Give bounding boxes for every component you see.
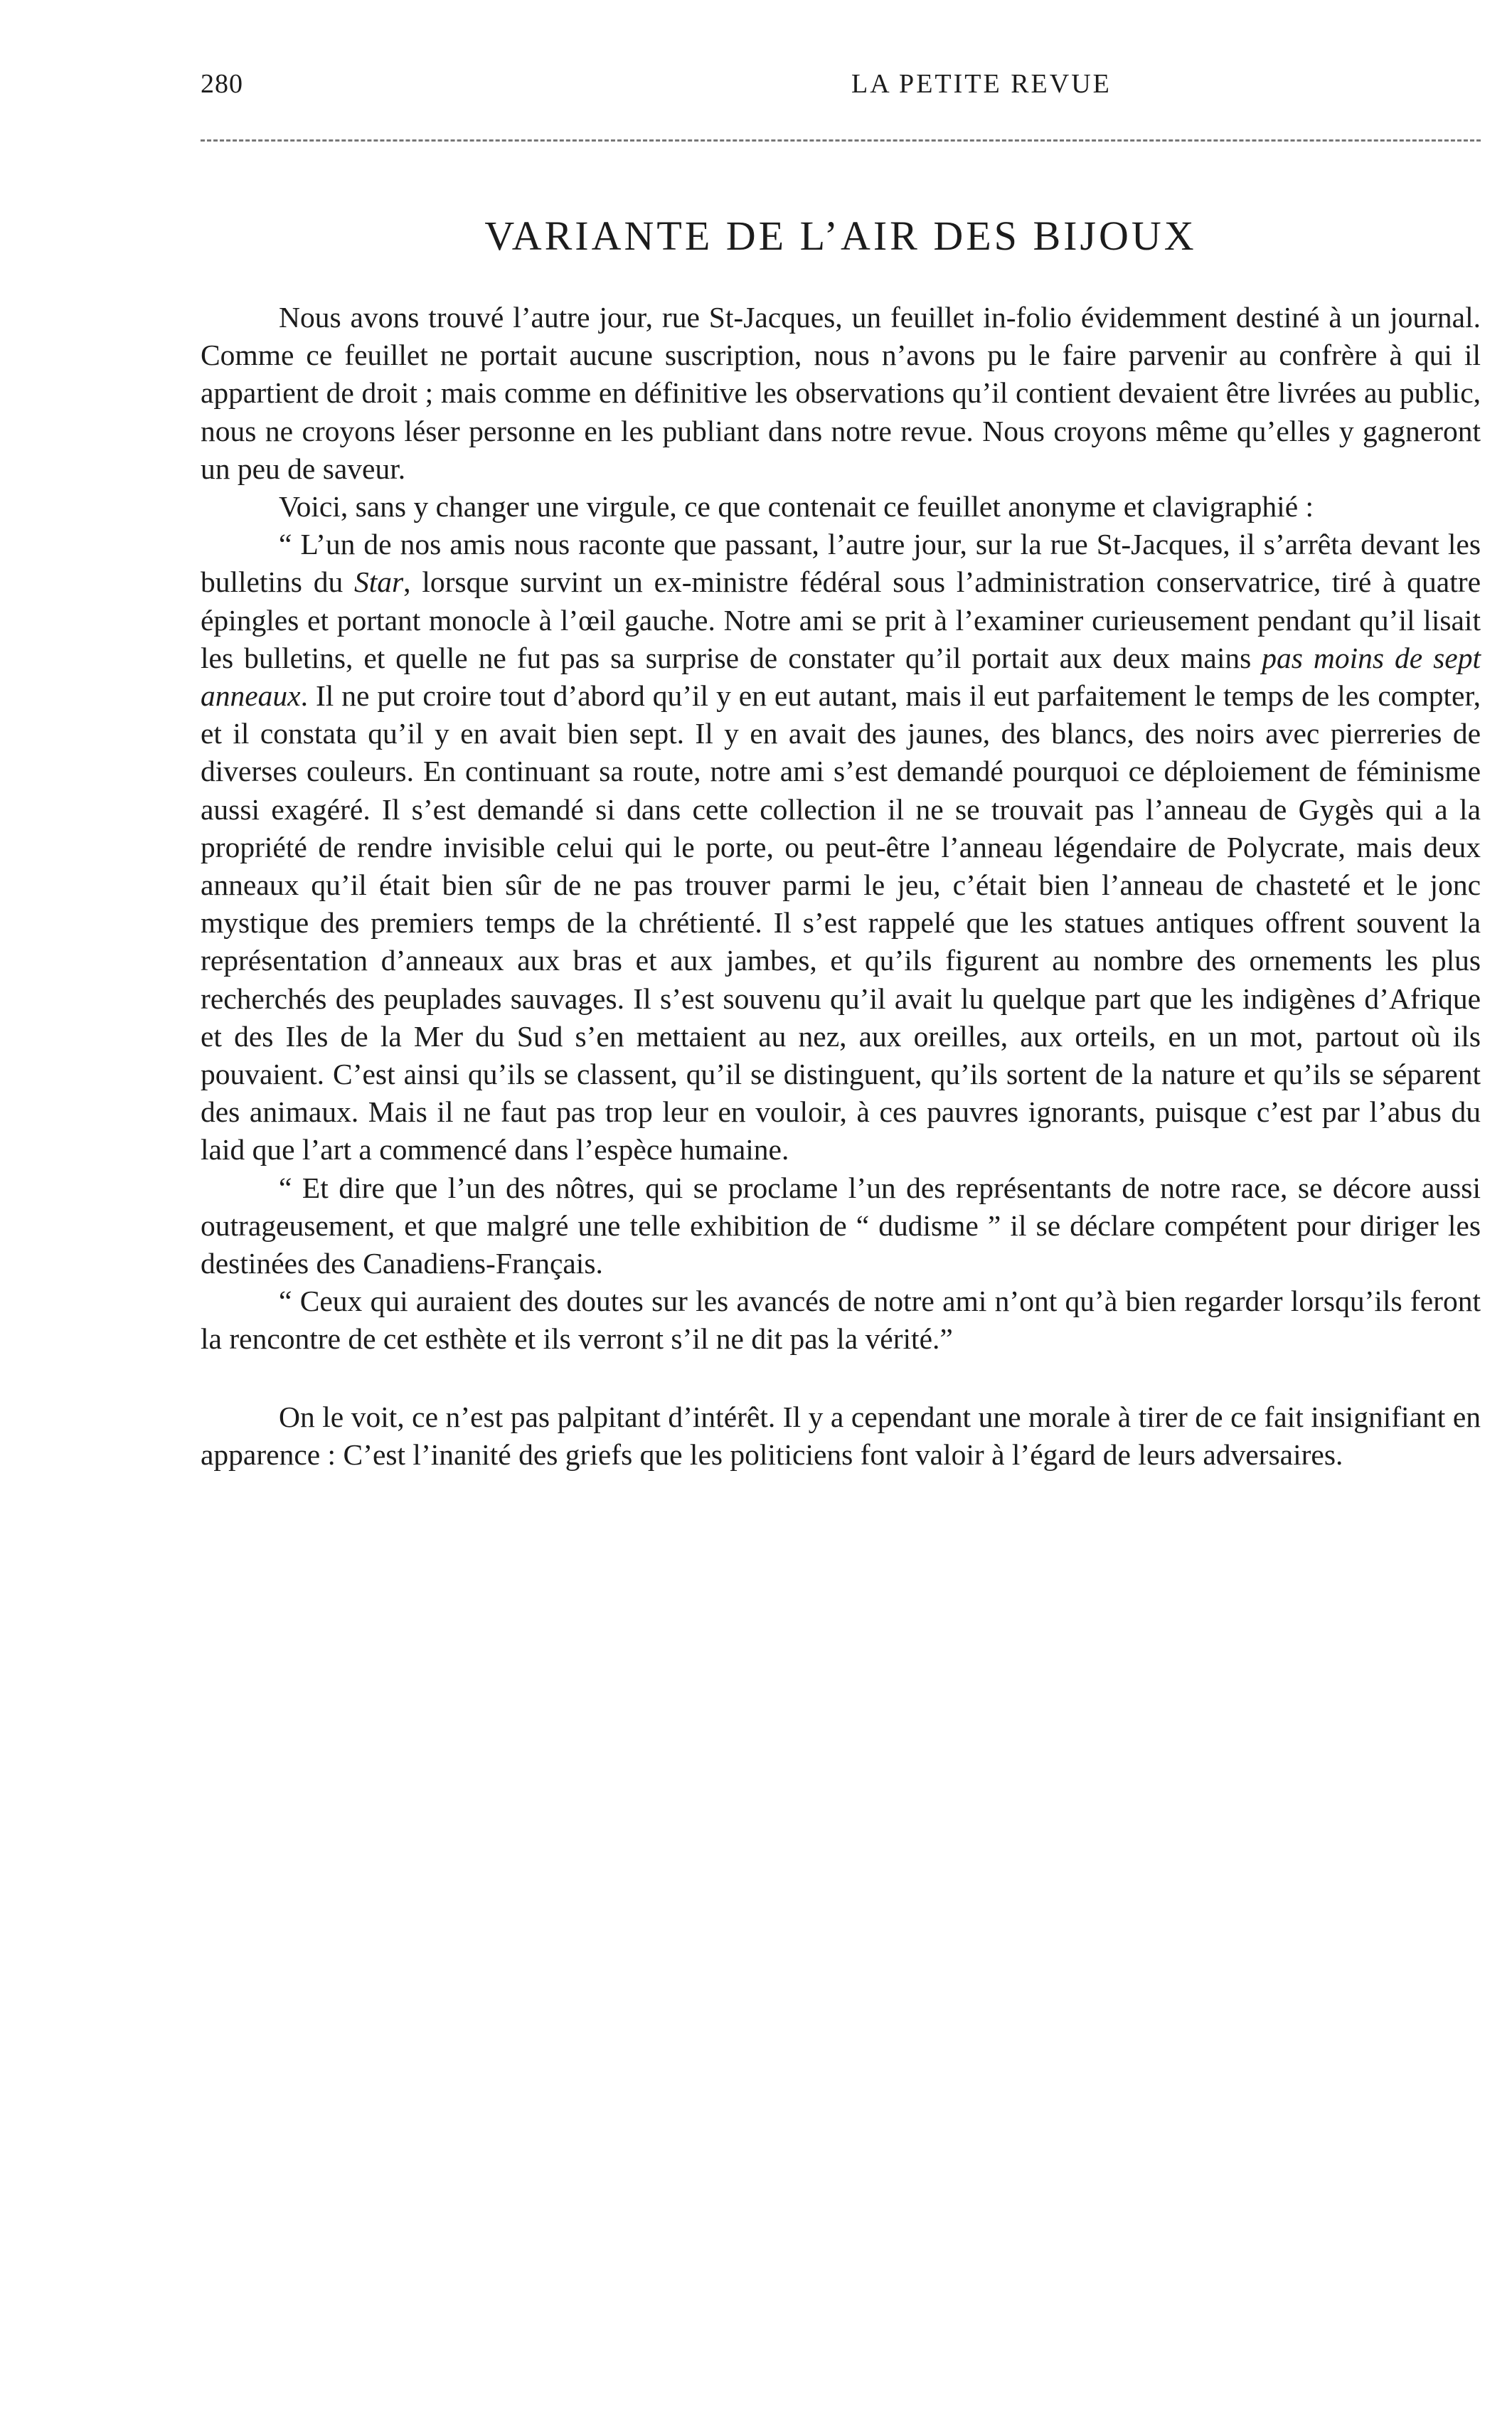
newspaper-name: Star (353, 565, 404, 599)
quote-text-a: “ L’un de nos amis nous raconte que passant, l’autre jour, sur la rue St-Jacques, il s’arrêta devant les bulletins du (201, 528, 1481, 599)
header-rule (201, 139, 1481, 142)
paragraph-transition: Voici, sans y changer une virgule, ce que contenait ce feuillet anonyme et clavigraphié : (279, 490, 1314, 524)
quoted-paragraph-2: “ Et dire que l’un des nôtres, qui se proclame l’un des représentants de notre race, se décore aussi outrageusement, et que malgré une telle exhibition de “ dudisme ” il se déclare compétent pour diriger les destinées des Canadiens-Français. (201, 1171, 1481, 1280)
article-body (201, 299, 1481, 1474)
quote-text-b: , lorsque survint un ex-ministre fédéral sous l’administration conservatrice, tiré à quatre épingles et portant monocle à l’œil gauche. Notre ami se prit à l’examiner curieusement pendant qu’il lisait les bulletins, et quelle ne fut pas sa surprise de constater qu’il portait aux deux mains (201, 565, 1481, 674)
quote-text-c: . Il ne put croire tout d’abord qu’il y en eut autant, mais il eut parfaitement le temps de les compter, et il constata qu’il y en avait bien sept. Il y en avait des jaunes, des blancs, des noirs avec pierreries de diverses couleurs. En continuant sa route, notre ami s’est demandé pourquoi ce déploiement de féminisme aussi exagéré. Il s’est demandé si dans cette collection il ne se trouvait pas l’anneau de Gygès qui a la propriété de rendre invisible celui qui le porte, ou peut-être l’anneau légendaire de Polycrate, mais deux anneaux qu’il était bien sûr de ne pas trouver parmi le jeu, c’était bien l’anneau de chasteté et le jonc mystique des premiers temps de la chrétienté. Il s’est rappelé que les statues antiques offrent souvent la représentation d’anneaux aux bras et aux jambes, et qu’ils figurent au nombre des ornements les plus recherchés des peuplades sauvages. Il s’est souvenu qu’il avait lu quelque part que les indigènes d’Afrique et des Iles de la Mer du Sud s’en mettaient au nez, aux oreilles, aux orteils, en un mot, partout où ils pouvaient. C’est ainsi qu’ils se classent, qu’il se distinguent, qu’ils sortent de la nature et qu’ils se séparent des animaux. Mais il ne faut pas trop leur en vouloir, à ces pauvres ignorants, puisque c’est par l’abus du laid que l’art a commencé dans l’espèce humaine. (201, 679, 1481, 1166)
quoted-paragraph-3: “ Ceux qui auraient des doutes sur les avancés de notre ami n’ont qu’à bien regarder lorsqu’ils feront la rencontre de cet esthète et ils verront s’il ne dit pas la vérité.” (201, 1285, 1481, 1356)
running-title: LA PETITE REVUE (851, 69, 1112, 99)
paragraph-intro: Nous avons trouvé l’autre jour, rue St-Jacques, un feuillet in-folio évidemment destiné à un journal. Comme ce feuillet ne portait aucune suscription, nous n’avons pu le faire parvenir au confrère à qui il appartient de droit ; mais comme en définitive les observations qu’il contient devaient être livrées au public, nous ne croyons léser personne en les publiant dans notre revue. Nous croyons même qu’elles y gagneront un peu de saveur. (201, 301, 1481, 485)
paragraph-closing: On le voit, ce n’est pas palpitant d’intérêt. Il y a cependant une morale à tirer de ce fait insignifiant en apparence : C’est l’inanité des griefs que les politiciens font valoir à l’égard de leurs adversaires. (201, 1400, 1481, 1471)
page-number: 280 (201, 69, 243, 99)
quoted-paragraph-1 (201, 526, 1481, 1169)
article-title: VARIANTE DE L’AIR DES BIJOUX (484, 213, 1197, 259)
emphasis-rings: pas moins de sept anneaux (201, 641, 1481, 713)
running-header (201, 68, 1481, 111)
